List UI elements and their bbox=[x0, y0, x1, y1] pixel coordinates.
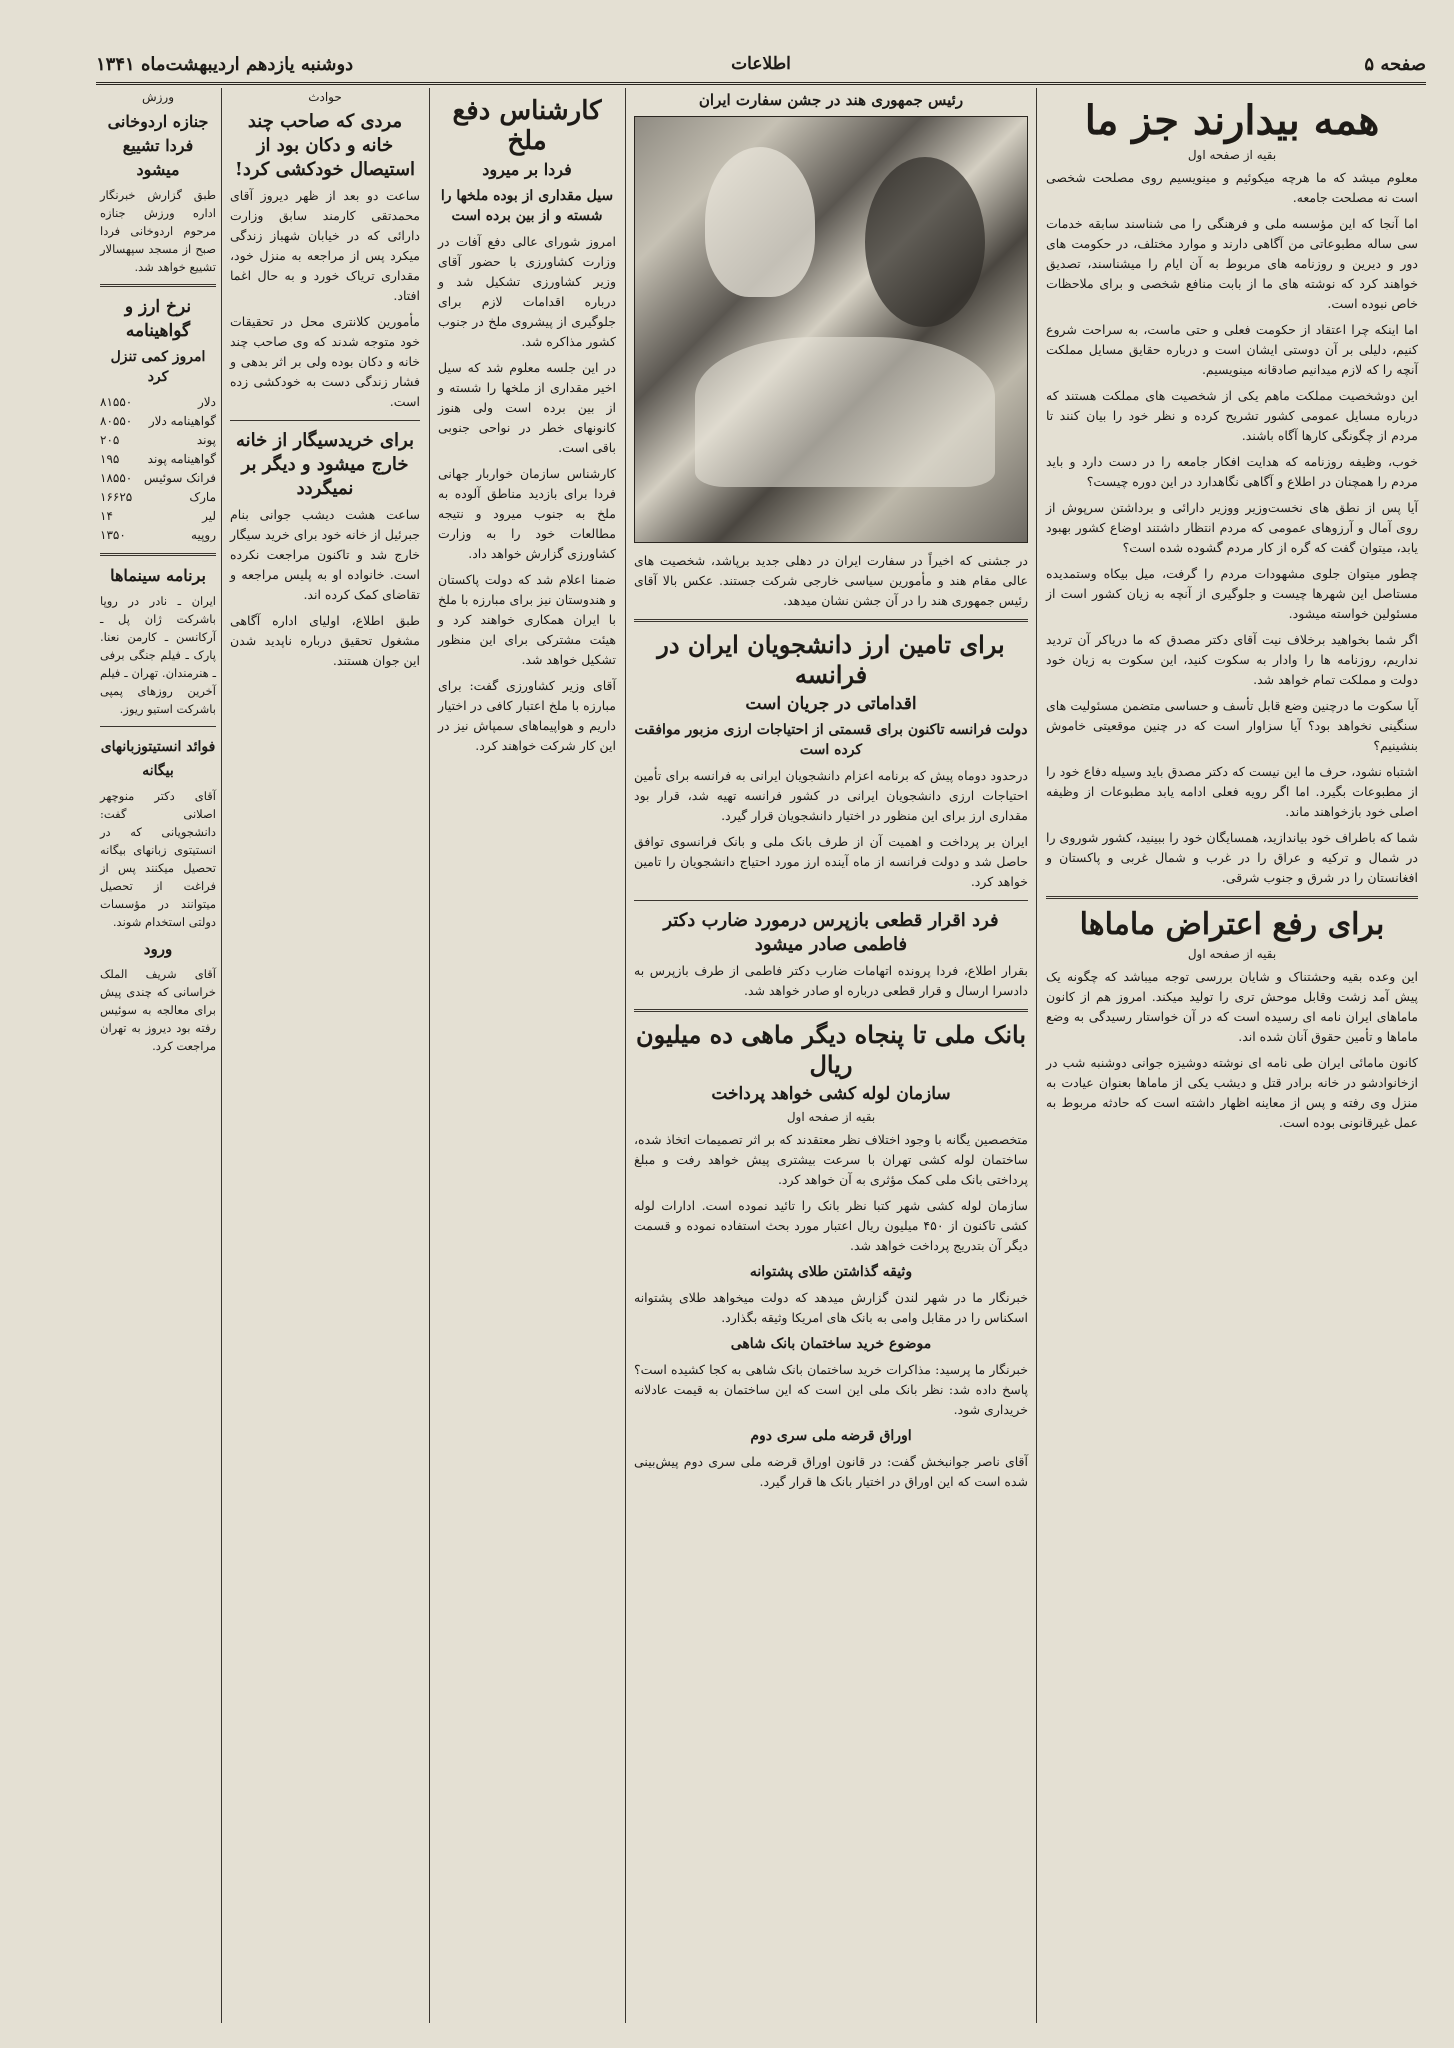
section-label: ورزش bbox=[141, 90, 175, 104]
article-paragraph: آیا سکوت ما درچنین وضع قابل تأسف و حساسی متضمن مسئولیت های سنگینی نخواهد بود؟ آیا سزاوار است که در چنین موقعیتی خاموش بنشینیم؟ bbox=[1046, 698, 1418, 753]
page-number: صفحه ۵ bbox=[1364, 54, 1426, 75]
article-paragraph: چطور میتوان جلوی مشهودات مردم را گرفت، میل بیکاه وستمدیده مستاصل این شهرها چیست و جلوگیری از آنچه به زیان کشور است از مسئولین خواسته میشود. bbox=[1046, 566, 1418, 621]
article-headline: برای تامین ارز دانشجویان ایران در فرانسه bbox=[657, 630, 1005, 689]
rate-value: ۱۶۶۲۵ bbox=[100, 490, 133, 504]
section-heading: اوراق قرضه ملی سری دوم bbox=[750, 1428, 912, 1444]
article-paragraph: اشتباه نشود، حرف ما این نیست که دکتر مصدق باید وسیله دفاع خود را از مطبوعات بگیرد. اما اگر رویه فعلی ادامه یابد مطبوعات از وظیفه اصلی خود بازخواهند ماند. bbox=[1046, 764, 1418, 819]
article-paragraph: ایران بر پرداخت و اهمیت آن از طرف بانک ملی و بانک فرانسوی توافق حاصل شد و دولت فرانسه از ماه آینده ارز مورد احتیاج دانشجویان را تامین خواهد کرد. bbox=[634, 834, 1028, 889]
article-paragraph: در این جلسه معلوم شد که سیل اخیر مقداری از ملخها را شسته و از بین برده است ولی هنوز کانونهای خطر در نواحی جنوبی باقی است. bbox=[438, 360, 616, 455]
article-column-3 bbox=[430, 88, 624, 2023]
article-column-1 bbox=[1038, 88, 1426, 2023]
rates-headline: نرخ ارز و گواهینامه bbox=[124, 297, 192, 341]
article-headline: همه بیدارند جز ما bbox=[1084, 97, 1380, 144]
article-paragraph: خبرنگار ما پرسید: مذاکرات خرید ساختمان بانک شاهی به کجا کشیده است؟ پاسخ داده شد: نظر بانک ملی این است که این ساختمان به قیمت عادلانه خریداری شود. bbox=[634, 1362, 1028, 1417]
article-paragraph: اما آنجا که این مؤسسه ملی و فرهنگی را می شناسند سابقه خدمات سی ساله مطبوعاتی من آگاهی دارند و موارد مختلف، در حکومت های دور و دیرین و روزنامه های مربوط به آن ایام را میشناسند، تصدیق خواهند کرد که نوشته های ما از بابت منافع شخصی و برای ملاحظات خاص نبوده است. bbox=[1046, 216, 1418, 311]
article-paragraph: آقای شریف الملک خراسانی که چندی پیش برای معالجه به سوئیس رفته بود دیروز به تهران مراجعت کرد. bbox=[100, 967, 216, 1053]
rate-value: ۱۴ bbox=[100, 509, 113, 523]
section-divider bbox=[1046, 896, 1418, 899]
rate-value: ۸۰۵۵۰ bbox=[100, 414, 133, 428]
section-divider bbox=[634, 900, 1028, 901]
article-paragraph: اگر شما بخواهید برخلاف نیت آقای دکتر مصدق که ما دریاکر آن تردید نداریم، روزنامه ها را وادار به سکوت کنید، این سکوت به زیان خود دولت و مملکت تمام خواهد شد. bbox=[1046, 632, 1418, 687]
article-headline: فوائد انستیتوزبانهای بیگانه bbox=[100, 739, 216, 779]
rate-row bbox=[100, 469, 216, 488]
article-headline: برای رفع اعتراض ماماها bbox=[1079, 907, 1385, 942]
article-subheadline: سازمان لوله کشی خواهد پرداخت bbox=[711, 1084, 951, 1104]
article-subheadline: دولت فرانسه تاکنون برای قسمتی از احتیاجات ارزی مزبور موافقت کرده است bbox=[634, 722, 1028, 758]
rate-label: گواهینامه دلار bbox=[148, 414, 216, 428]
article-paragraph: ساعت دو بعد از ظهر دیروز آقای محمدتقی کارمند سابق وزارت دارائی که در خیابان شهباز زندگی میکرد پس از مراجعه به منزل خود، مقداری تریاک خورد و به حال اغما افتاد. bbox=[230, 188, 420, 303]
rates-subheadline: امروز کمی تنزل کرد bbox=[110, 349, 206, 385]
rate-label: پوند bbox=[196, 433, 216, 447]
article-paragraph: طبق اطلاع، اولیای اداره آگاهی مشغول تحقیق درباره ناپدید شدن این جوان هستند. bbox=[230, 613, 420, 668]
article-paragraph: ضمنا اعلام شد که دولت پاکستان و هندوستان نیز برای مبارزه با ملخ با ایران همکاری خواهند کرد و هیئت مشترکی برای این منظور تشکیل خواهد شد. bbox=[438, 572, 616, 667]
rate-value: ۱۳۵۰ bbox=[100, 528, 126, 542]
rate-row bbox=[100, 526, 216, 545]
photo-figure bbox=[695, 337, 995, 487]
rate-label: فرانک سوئیس bbox=[143, 471, 216, 485]
article-paragraph: شما که باطراف خود بیاندازید، همسایگان خود را ببینید، کشور شوروی را در شمال و ترکیه و عراق را در غرب و شمال غربی و پاکستان و افغانستان را در شرق و جنوب شرقی. bbox=[1046, 830, 1418, 885]
article-headline: برنامه سینماها bbox=[110, 566, 206, 585]
article-headline: برای خریدسیگار از خانه خارج میشود و دیگر بر نمیگردد bbox=[236, 430, 414, 499]
column-rule bbox=[1036, 88, 1037, 2023]
section-divider bbox=[230, 420, 420, 421]
article-paragraph: متخصصین یگانه با وجود اختلاف نظر معتقدند که بر اثر تصمیمات اتخاذ شده، ساختمان لوله کشی تهران با سرعت بیشتری پیش خواهد رفت و مبلغ پرداختی بانک ملی کمک مؤثری به آن خواهد کرد. bbox=[634, 1132, 1028, 1187]
article-paragraph: کارشناس سازمان خواربار جهانی فردا برای بازدید مناطق آلوده به ملخ به جنوب میرود و نتیجه مطالعات خود را به وزارت کشاورزی گزارش خواهد داد. bbox=[438, 466, 616, 561]
article-paragraph: کانون مامائی ایران طی نامه ای نوشته دوشیزه جوانی دوشنبه شب در ازخانوادشو در خانه برادر قتل و دیشب یکی از ماماها بعنوان عیادت به منزل وی رفته و پس از معاینه اظهار داشته است که حادثه مربوط به عمل غیرقانونی بوده است. bbox=[1046, 1055, 1418, 1130]
rate-value: ۱۹۵ bbox=[100, 452, 120, 466]
article-paragraph: ساعت هشت دیشب جوانی بنام جبرئیل از خانه خود برای خرید سیگار خارج شد و تاکنون مراجعت نکرده است. خانواده او به پلیس مراجعه و تقاضای کمک کرده اند. bbox=[230, 507, 420, 602]
article-column-5 bbox=[96, 88, 220, 2023]
photo-title: رئیس جمهوری هند در جشن سفارت ایران bbox=[698, 91, 964, 109]
rate-row bbox=[100, 450, 216, 469]
article-paragraph: اما اینکه چرا اعتقاد از حکومت فعلی و حتی ماست، به سراحت شروع کنیم، دلیلی بر آن دوستی ایشان است و درباره حقایق مسایل مملکت آنچه را که لازم میدانیم صادقانه مینویسیم. bbox=[1046, 322, 1418, 377]
photo-figure bbox=[705, 147, 815, 297]
rate-row bbox=[100, 488, 216, 507]
news-photo bbox=[634, 116, 1028, 543]
rate-label: روپیه bbox=[191, 528, 216, 542]
continued-note: بقیه از صفحه اول bbox=[1187, 148, 1277, 162]
rate-label: گواهینامه پوند bbox=[147, 452, 216, 466]
section-divider bbox=[100, 284, 216, 287]
paper-name: اطلاعات bbox=[731, 54, 791, 74]
rate-label: مارک bbox=[189, 490, 216, 504]
rate-label: لیر bbox=[202, 509, 216, 523]
rate-label: دلار bbox=[198, 395, 216, 409]
section-divider bbox=[634, 1009, 1028, 1012]
rate-row bbox=[100, 507, 216, 526]
article-paragraph: امروز شورای عالی دفع آفات در وزارت کشاورزی با حضور آقای وزیر کشاورزی تشکیل شد و درباره اقدامات لازم برای جلوگیری از پیشروی ملخ در جنوب کشور مذاکره شد. bbox=[438, 234, 616, 349]
article-paragraph: خوب، وظیفه روزنامه که هدایت افکار جامعه را در دست دارد و باید مردم را همچنان در اطلاع و آگاهی نگاهدارد در این دوره چیست؟ bbox=[1046, 454, 1418, 489]
section-label: حوادث bbox=[308, 90, 342, 104]
article-headline: جنازه اردوخانی فردا تشییع میشود bbox=[107, 112, 209, 179]
article-subheadline: فردا بر میرود bbox=[482, 160, 572, 179]
exchange-rates-list bbox=[100, 393, 216, 545]
article-headline: مردی که صاحب چند خانه و دکان بود از استیصال خودکشی کرد! bbox=[234, 111, 416, 180]
rate-value: ۲۰۵ bbox=[100, 433, 120, 447]
article-paragraph: درحدود دوماه پیش که برنامه اعزام دانشجویان ایرانی به فرانسه برای تأمین احتیاجات ارزی دانشجویان ایرانی در کشور فرانسه تهیه شد، قرار بود مقداری ارز برای این منظور در اختیار دانشجویان قرار گیرد. bbox=[634, 768, 1028, 823]
article-headline: ورود bbox=[143, 940, 173, 958]
rate-row bbox=[100, 412, 216, 431]
article-headline: کارشناس دفع ملخ bbox=[452, 96, 602, 156]
issue-date: دوشنبه یازدهم اردیبهشت‌ماه ۱۳۴۱ bbox=[96, 54, 354, 75]
section-divider bbox=[100, 553, 216, 556]
article-paragraph: آقای وزیر کشاورزی گفت: برای مبارزه با ملخ اعتبار کافی در اختیار داریم و هواپیماهای سمپاش نیز در این کار شرکت خواهند کرد. bbox=[438, 678, 616, 753]
photo-figure bbox=[865, 157, 985, 327]
article-paragraph: این وعده بقیه وحشتناک و شایان بررسی توجه میباشد که چگونه یک پیش آمد زشت وقابل موحش تری را تولید میکند. امروز هم از کانون ماماهای ایران نامه ای رسیده است که در آن خواستار رسیدگی به وضع ماماها و تأمین حقوق آنان شده اند. bbox=[1046, 969, 1418, 1044]
article-column-2 bbox=[626, 88, 1036, 2023]
continued-note: بقیه از صفحه اول bbox=[1187, 947, 1277, 961]
article-paragraph: طبق گزارش خبرنگار اداره ورزش جنازه مرحوم اردوخانی فردا صبح از مسجد سپهسالار تشییع خواهد شد. bbox=[100, 188, 216, 274]
article-subheadline: سیل مقداری از بوده ملخها را شسته و از بین برده است bbox=[440, 188, 614, 224]
rate-row bbox=[100, 393, 216, 412]
rate-value: ۸۱۵۵۰ bbox=[100, 395, 133, 409]
article-subheadline: اقداماتی در جریان است bbox=[745, 694, 917, 714]
section-heading: وثیقه گذاشتن طلای پشتوانه bbox=[749, 1264, 913, 1280]
article-headline: بانک ملی تا پنجاه دیگر ماهی ده میلیون ریال bbox=[636, 1020, 1026, 1079]
article-paragraph: آقای دکتر منوچهر اصلانی گفت: دانشجویانی که در انستیتوی زبانهای بیگانه تحصیل میکنند پس از فراغت از تحصیل میتوانند در مؤسسات دولتی استخدام شوند. bbox=[100, 789, 216, 929]
rate-value: ۱۸۵۵۰ bbox=[100, 471, 133, 485]
article-paragraph: آیا پس از نطق های نخست‌وزیر ووزیر دارائی و برداشتن سرپوش از روی آمال و آرزوهای عمومی که مردم انتظار داشتند اوضاع کشور بهبود یابد، میتوان گفت که گره از کار مردم گشوده شده است؟ bbox=[1046, 500, 1418, 555]
article-headline: فرد اقرار قطعی بازپرس درمورد ضارب دکتر فاطمی صادر میشود bbox=[663, 910, 999, 955]
masthead bbox=[96, 48, 1426, 85]
rate-row bbox=[100, 431, 216, 450]
section-divider bbox=[100, 726, 216, 727]
article-column-4 bbox=[222, 88, 428, 2023]
article-paragraph: سازمان لوله کشی شهر کتبا نظر بانک را تائید نموده است. ادارات لوله کشی تاکنون از ۴۵۰ میلیون ریال اعتبار مورد بحث استفاده نموده و قسمت دیگر آن بتدریج پرداخت خواهد شد. bbox=[634, 1198, 1028, 1253]
article-paragraph: مأمورین کلانتری محل در تحقیقات خود متوجه شدند که وی صاحب چند خانه و دکان بوده ولی بر اثر بدهی و فشار زندگی دست به خودکشی زده است. bbox=[230, 314, 420, 409]
section-heading: موضوع خرید ساختمان بانک شاهی bbox=[730, 1336, 932, 1352]
article-paragraph: ایران ـ نادر در روپا باشرکت ژان پل ـ آرکانسن ـ کارمن نعنا. پارک ـ فیلم جنگی برفی ـ هنرمندان. تهران ـ فیلم آخرین روزهای پمپی باشرکت استیو ریوز. bbox=[100, 594, 216, 716]
article-paragraph: معلوم میشد که ما هرچه میکوئیم و مینویسیم روی مصلحت شخصی است نه مصلحت جامعه. bbox=[1046, 170, 1418, 205]
article-paragraph: خبرنگار ما در شهر لندن گزارش میدهد که دولت میخواهد طلای پشتوانه اسکناس را در مقابل وامی به بانک های امریکا وثیقه بگذارد. bbox=[634, 1290, 1028, 1325]
continued-note: بقیه از صفحه اول bbox=[786, 1110, 876, 1124]
article-paragraph: این دوشخصیت مملکت ماهم یکی از شخصیت های مملکت هستند که درباره مسایل عمومی کشور تشریح کرده و نظر خود را بیان کنند تا مردم از چگونگی کارها آگاه باشند. bbox=[1046, 388, 1418, 443]
section-divider bbox=[634, 619, 1028, 622]
photo-caption: در جشنی که اخیراً در سفارت ایران در دهلی جدید برپاشد، شخصیت های عالی مقام هند و مأمورین سیاسی خارجی شرکت جستند. عکس بالا آقای رئیس جمهوری هند را در آن جشن نشان میدهد. bbox=[634, 553, 1028, 608]
article-paragraph: بقرار اطلاع، فردا پرونده اتهامات ضارب دکتر فاطمی از طرف بازپرس به دادسرا ارسال و قرار قطعی درباره او صادر خواهد شد. bbox=[634, 963, 1028, 998]
article-paragraph: آقای ناصر جوانبخش گفت: در قانون اوراق قرضه ملی سری دوم پیش‌بینی شده است که این اوراق در اختیار بانک ها قرار گیرد. bbox=[634, 1454, 1028, 1489]
